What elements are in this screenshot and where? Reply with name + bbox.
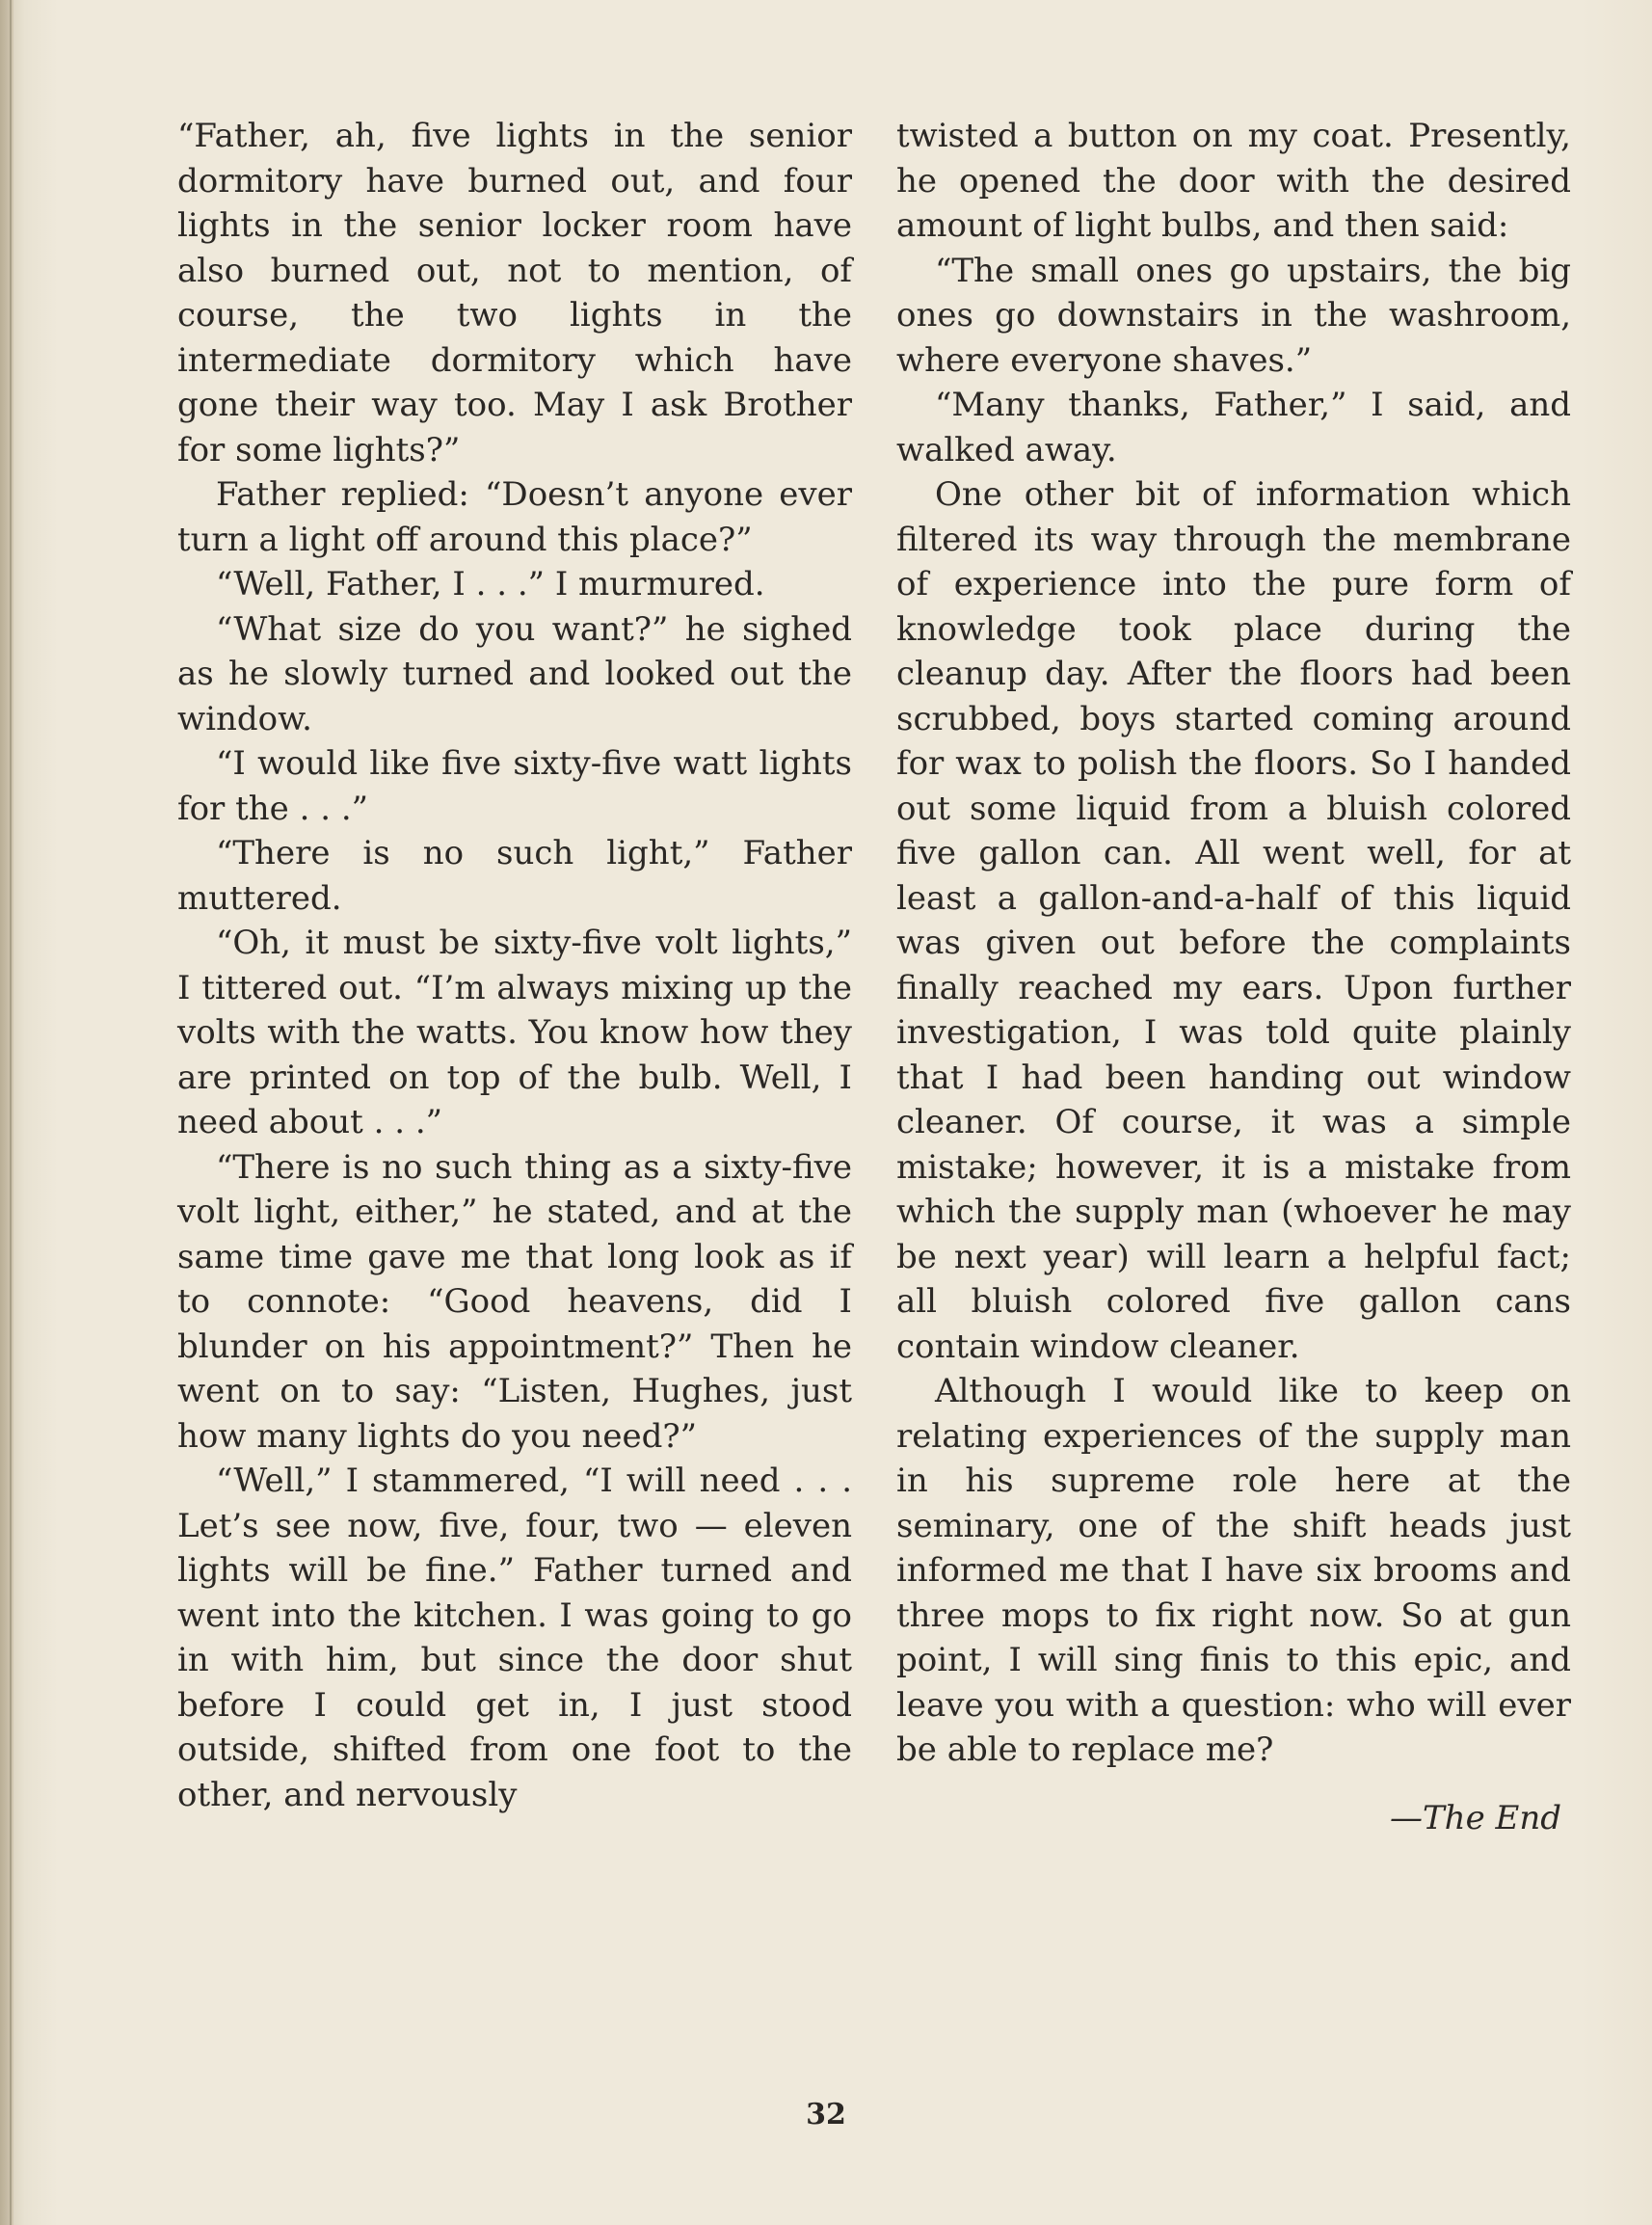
paragraph: “Oh, it must be sixty-five volt lights,” I tittered out. “I’m always mixing up the volts with the watts. You know how they are printed on top of the bulb. Well, I need about . . .”	[177, 924, 852, 1141]
paragraph: “I would like five sixty-five watt lights for the . . .”	[177, 744, 852, 828]
paragraph: “Well, Father, I . . .” I murmured.	[216, 565, 765, 603]
paragraph: “There is no such light,” Father muttered.	[177, 834, 852, 918]
paragraph: “There is no such thing as a sixty-five volt light, either,” he stated, and at the same time gave me that long look as if to connote: “Good heavens, did I blunder on his appointment?” Then he went on to say: “Listen, Hughes, just how many lights do you need?”	[177, 1147, 852, 1456]
left-text-column	[177, 114, 852, 1817]
paragraph: “What size do you want?” he sighed as he slowly turned and looked out the window.	[177, 609, 852, 738]
paragraph: “The small ones go upstairs, the big ones go downstairs in the washroom, where everyone shaves.”	[896, 251, 1571, 380]
paragraph: twisted a button on my coat. Presently, he opened the door with the desired amount of light bulbs, and then said:	[896, 117, 1571, 245]
paragraph: “Many thanks, Father,” I said, and walked away.	[896, 386, 1571, 469]
binding-line	[10, 0, 12, 2225]
right-text-column	[896, 114, 1571, 1840]
page-number: 32	[806, 2098, 846, 2131]
paragraph: “Well,” I stammered, “I will need . . . Let’s see now, five, four, two — eleven lights will be fine.” Father turned and went into the kitchen. I was going to go in with him, but since the door shut before I could get in, I just stood outside, shifted from one foot to the other, and nervously	[177, 1461, 852, 1814]
paragraph: Father replied: “Doesn’t anyone ever turn a light off around this place?”	[177, 475, 852, 559]
the-end-signoff: —The End	[1390, 1798, 1561, 1837]
paragraph: Although I would like to keep on relating experiences of the supply man in his supreme role here at the seminary, one of the shift heads just informed me that I have six brooms and three mops to fix right now. So at gun point, I will sing finis to this epic, and leave you with a question: who will ever be able to replace me?	[896, 1372, 1571, 1769]
paragraph: “Father, ah, five lights in the senior dormitory have burned out, and four lights in the senior locker room have also burned out, not to mention, of course, the two lights in the intermediate dormitory which have gone their way too. May I ask Brother for some lights?”	[177, 117, 852, 469]
paragraph: One other bit of information which filtered its way through the membrane of experience into the pure form of knowledge took place during the cleanup day. After the floors had been scrubbed, boys started coming around for wax to polish the floors. So I handed out some liquid from a bluish colored five gallon can. All went well, for at least a gallon-and-a-half of this liquid was given out before the complaints finally reached my ears. Upon further investigation, I was told quite plainly that I had been handing out window cleaner. Of course, it was a simple mistake; however, it is a mistake from which the supply man (whoever he may be next year) will learn a helpful fact; all bluish colored five gallon cans contain window cleaner.	[896, 475, 1571, 1366]
